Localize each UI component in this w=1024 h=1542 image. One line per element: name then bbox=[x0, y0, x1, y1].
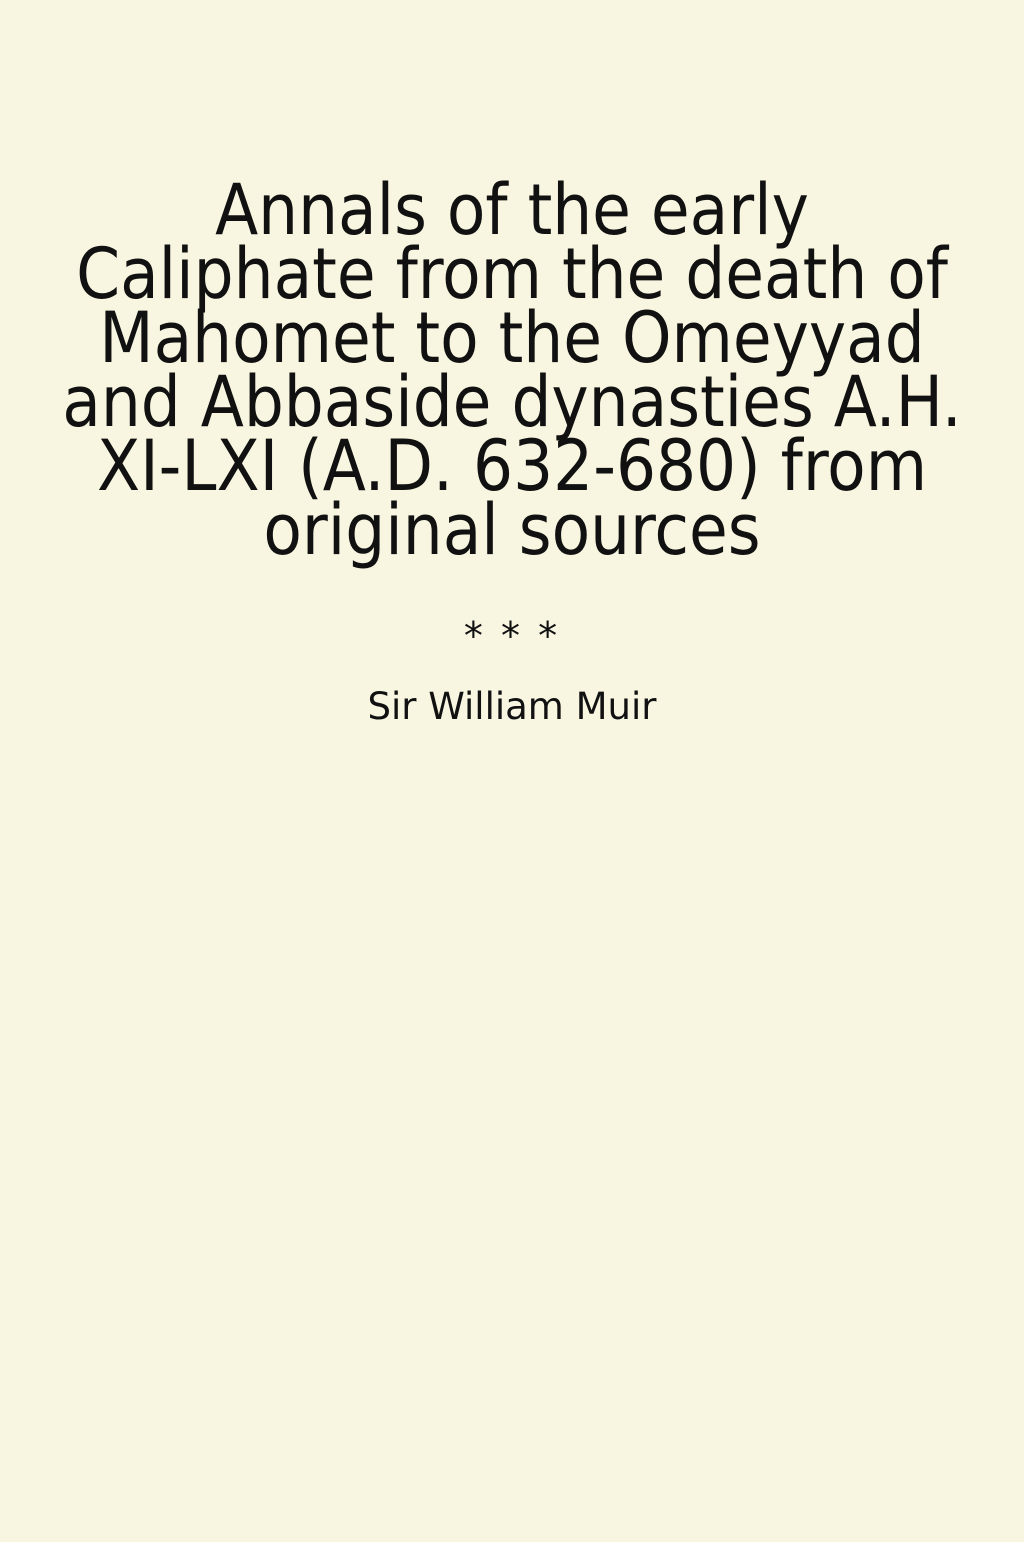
book-title-line: and Abbaside dynasties A.H. bbox=[62, 361, 962, 443]
book-title-line: original sources bbox=[263, 489, 761, 571]
book-title-line: Annals of the early bbox=[215, 169, 809, 251]
book-title-line: Mahomet to the Omeyyad bbox=[99, 297, 925, 379]
book-title-line: Caliphate from the death of bbox=[76, 233, 948, 315]
book-title-line: XI-LXI (A.D. 632-680) from bbox=[96, 425, 928, 507]
author-name: Sir William Muir bbox=[367, 685, 657, 728]
separator-asterisks: * * * bbox=[463, 614, 561, 658]
book-title bbox=[0, 169, 1024, 571]
